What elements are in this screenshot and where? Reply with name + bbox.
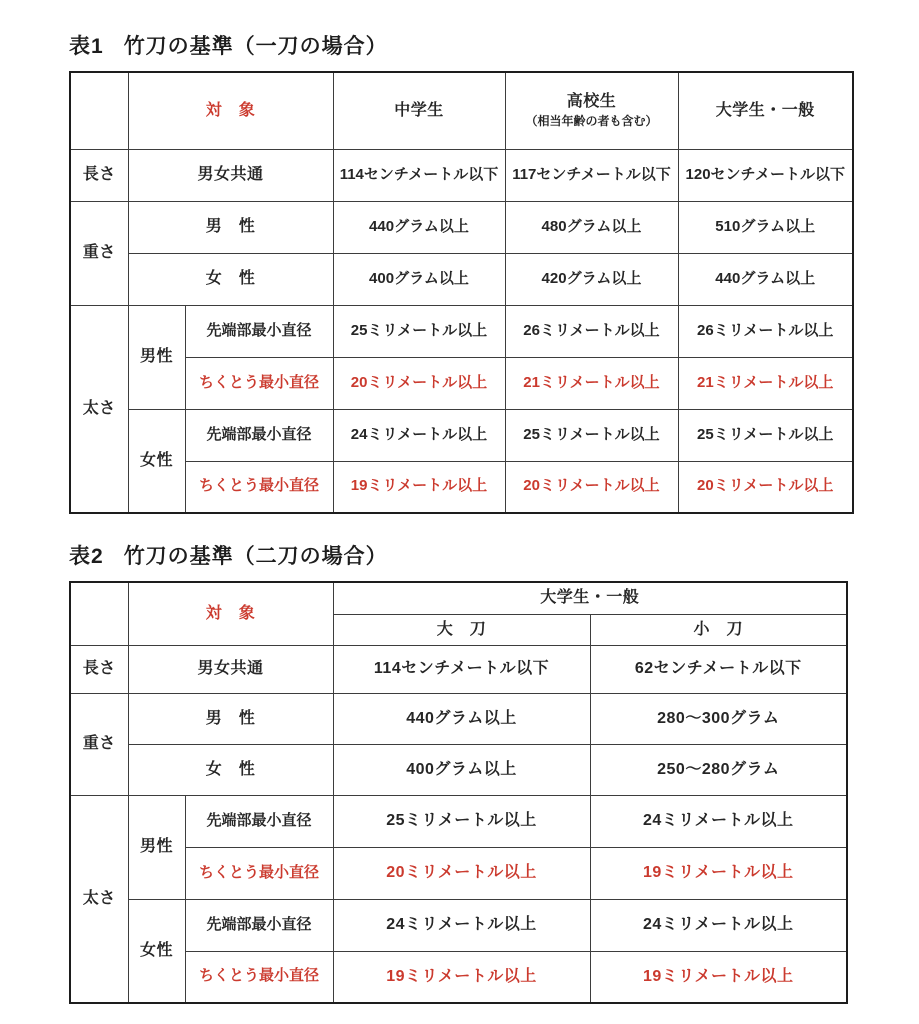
table1-title [69,30,919,60]
table1-label: 表1 [69,35,104,58]
t1-chikutou-male-ms: 20ミリメートル以上 [333,357,505,409]
table2-title [69,540,919,570]
t2-header-shoto: 小 刀 [590,614,847,645]
t1-length-univ: 120センチメートル以下 [678,149,853,201]
table-row [70,305,853,357]
t1-weight-female-ms: 400グラム以上 [333,253,505,305]
t2-header-subject: 対 象 [128,582,333,645]
t1-tip-female-hs: 25ミリメートル以上 [505,409,678,461]
table2-shinai-standards-double [69,581,848,1004]
t1-subject-both: 男女共通 [128,149,333,201]
table-row [70,951,847,1003]
t1-weight-male-hs: 480グラム以上 [505,201,678,253]
t2-label-chikutou-female: ちくとう最小直径 [185,951,333,1003]
t1-chikutou-male-hs: 21ミリメートル以上 [505,357,678,409]
t1-label-tip-male: 先端部最小直径 [185,305,333,357]
t2-subject-both: 男女共通 [128,645,333,693]
t1-label-chikutou-female: ちくとう最小直径 [185,461,333,513]
t2-label-chikutou-male: ちくとう最小直径 [185,847,333,899]
table-row [70,847,847,899]
t2-subject-female: 女性 [128,899,185,1003]
t2-corner-cell [70,582,128,645]
t2-chikutou-male-daito: 20ミリメートル以上 [333,847,590,899]
t1-header-high-school [505,72,678,149]
t2-section-weight: 重さ [70,693,128,795]
t2-weight-male-shoto: 280～300グラム [590,693,847,744]
table-row [70,645,847,693]
t2-section-thickness: 太さ [70,795,128,1003]
t2-tip-female-daito: 24ミリメートル以上 [333,899,590,951]
t1-weight-female-hs: 420グラム以上 [505,253,678,305]
t1-subject-female-weight: 女 性 [128,253,333,305]
t2-length-daito: 114センチメートル以下 [333,645,590,693]
t1-chikutou-female-hs: 20ミリメートル以上 [505,461,678,513]
t2-section-length: 長さ [70,645,128,693]
t1-subject-male-weight: 男 性 [128,201,333,253]
table-row [70,149,853,201]
t1-weight-female-univ: 440グラム以上 [678,253,853,305]
t1-tip-male-univ: 26ミリメートル以上 [678,305,853,357]
t1-header-university: 大学生・一般 [678,72,853,149]
t1-label-tip-female: 先端部最小直径 [185,409,333,461]
t1-weight-male-univ: 510グラム以上 [678,201,853,253]
table2-title-text: 竹刀の基準（二刀の場合） [123,545,388,568]
t1-chikutou-female-univ: 20ミリメートル以上 [678,461,853,513]
table-row [70,744,847,795]
t1-tip-male-hs: 26ミリメートル以上 [505,305,678,357]
table-row [70,461,853,513]
t1-header-high-school-note: （相当年齢の者も含む） [525,114,658,129]
t1-tip-female-ms: 24ミリメートル以上 [333,409,505,461]
t1-chikutou-male-univ: 21ミリメートル以上 [678,357,853,409]
t2-chikutou-female-shoto: 19ミリメートル以上 [590,951,847,1003]
t1-chikutou-female-ms: 19ミリメートル以上 [333,461,505,513]
t1-length-ms: 114センチメートル以下 [333,149,505,201]
t1-corner-cell [70,72,128,149]
table1-title-text: 竹刀の基準（一刀の場合） [123,35,388,58]
table-row [70,899,847,951]
t2-subject-male-weight: 男 性 [128,693,333,744]
t2-weight-female-shoto: 250～280グラム [590,744,847,795]
table-row [70,582,847,614]
t1-section-thickness: 太さ [70,305,128,513]
t2-header-daito: 大 刀 [333,614,590,645]
table-row [70,795,847,847]
t2-tip-female-shoto: 24ミリメートル以上 [590,899,847,951]
table2-label: 表2 [69,545,104,568]
t2-weight-female-daito: 400グラム以上 [333,744,590,795]
t2-weight-male-daito: 440グラム以上 [333,693,590,744]
t1-subject-male: 男性 [128,305,185,409]
table-row [70,72,853,149]
t1-section-length: 長さ [70,149,128,201]
table-row [70,253,853,305]
t2-subject-female-weight: 女 性 [128,744,333,795]
t1-header-subject: 対 象 [128,72,333,149]
table1-shinai-standards-single [69,71,854,514]
table-row [70,693,847,744]
t1-tip-female-univ: 25ミリメートル以上 [678,409,853,461]
t1-header-middle-school: 中学生 [333,72,505,149]
t1-length-hs: 117センチメートル以下 [505,149,678,201]
t2-tip-male-shoto: 24ミリメートル以上 [590,795,847,847]
t2-tip-male-daito: 25ミリメートル以上 [333,795,590,847]
table-row [70,201,853,253]
t1-subject-female: 女性 [128,409,185,513]
t1-section-weight: 重さ [70,201,128,305]
t1-header-high-school-main: 高校生 [566,93,617,111]
t2-chikutou-female-daito: 19ミリメートル以上 [333,951,590,1003]
t2-label-tip-male: 先端部最小直径 [185,795,333,847]
t2-chikutou-male-shoto: 19ミリメートル以上 [590,847,847,899]
t2-label-tip-female: 先端部最小直径 [185,899,333,951]
t1-label-chikutou-male: ちくとう最小直径 [185,357,333,409]
t2-header-university: 大学生・一般 [333,582,847,614]
table-row [70,409,853,461]
t1-weight-male-ms: 440グラム以上 [333,201,505,253]
t1-tip-male-ms: 25ミリメートル以上 [333,305,505,357]
t2-subject-male: 男性 [128,795,185,899]
table-row [70,357,853,409]
t2-length-shoto: 62センチメートル以下 [590,645,847,693]
